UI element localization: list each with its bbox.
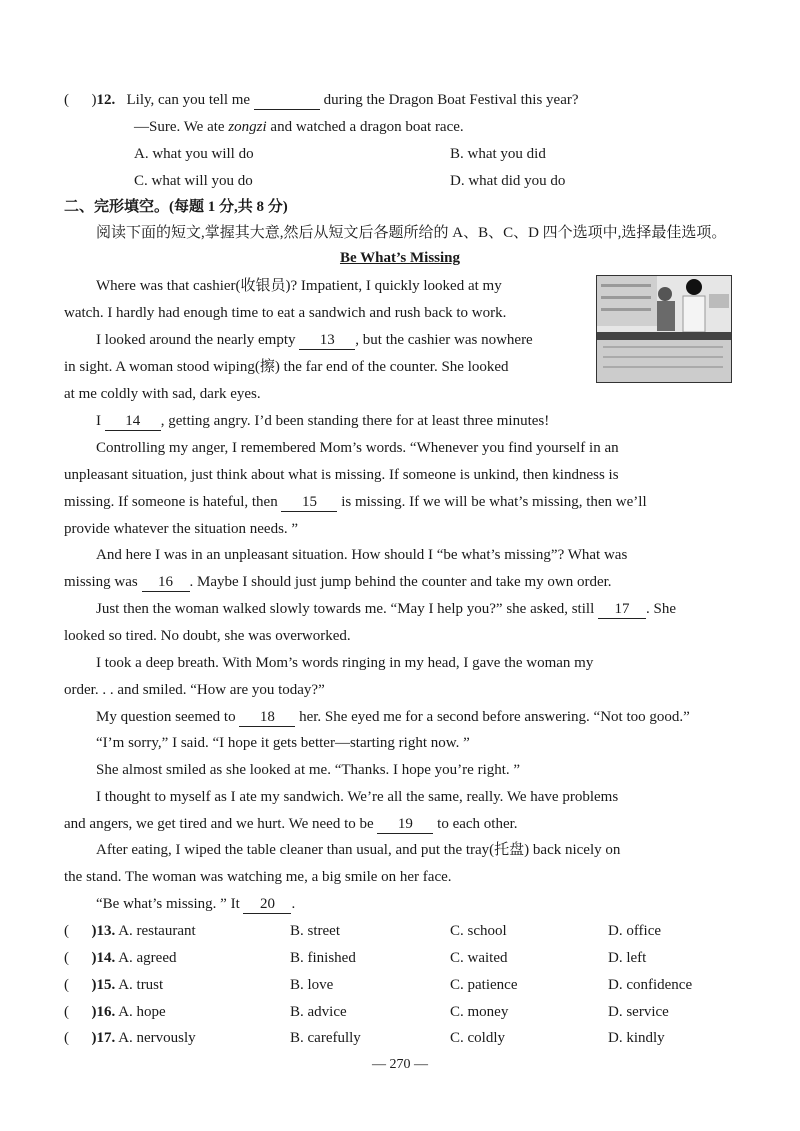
passage-p12-line1: After eating, I wiped the table cleaner than usual, and put the tray(托盘) back nicely on [96,842,621,858]
answer-paren[interactable]: ( [64,923,69,939]
blank-18: 18 [239,708,295,727]
q12-stem: ( )12. Lily, can you tell me during the Dragon Boat Festival this year? [64,92,579,108]
q15-option-c[interactable]: C. patience [450,977,518,993]
q17-option-a[interactable]: A. nervously [118,1030,196,1046]
passage-p2-line3: at me coldly with sad, dark eyes. [64,386,261,402]
question-17: ( )17. A. nervously [64,1030,196,1046]
q14-option-c[interactable]: C. waited [450,950,508,966]
q17-option-d[interactable]: D. kindly [608,1030,665,1046]
q12-option-b[interactable]: B. what you did [450,146,546,162]
question-15: ( )15. A. trust [64,977,164,993]
passage-p2-line1: I looked around the nearly empty 13 , but the cashier was nowhere [96,332,533,348]
q16-option-b[interactable]: B. advice [290,1004,347,1020]
passage-p5-line1: And here I was in an unpleasant situation. How should I “be what’s missing”? What was [96,547,628,563]
answer-paren[interactable]: ( [64,1004,69,1020]
q13-option-a[interactable]: A. restaurant [118,923,196,939]
passage-p8: My question seemed to 18 her. She eyed me for a second before answering. “Not too good.” [96,709,690,725]
question-14: ( )14. A. agreed [64,950,177,966]
q12-number: 12. [96,92,116,108]
q16-option-c[interactable]: C. money [450,1004,509,1020]
q14-option-b[interactable]: B. finished [290,950,356,966]
passage-p6-line1: Just then the woman walked slowly towards me. “May I help you?” she asked, still 17 . She [96,601,676,617]
q14-option-d[interactable]: D. left [608,950,647,966]
page-number: — 270 — [372,1057,428,1072]
passage-p13: “Be what’s missing. ” It 20 . [96,896,296,912]
passage-p4-line4: provide whatever the situation needs. ” [64,521,299,537]
q13-option-d[interactable]: D. office [608,923,662,939]
q17-option-c[interactable]: C. coldly [450,1030,505,1046]
answer-paren[interactable]: ( [64,1030,69,1046]
blank-17: 17 [598,600,646,619]
passage-p7-line2: order. . . and smiled. “How are you today?” [64,682,325,698]
q12-text-a: Lily, can you tell me [126,92,251,108]
passage-p11-line2: and angers, we get tired and we hurt. We need to be 19 to each other. [64,816,518,832]
answer-paren[interactable]: ( [64,977,69,993]
passage-p3: I 14 , getting angry. I’d been standing there for at least three minutes! [96,413,550,429]
passage-p4-line2: unpleasant situation, just think about what is missing. If someone is unkind, then kindness is [64,467,619,483]
passage-p1-line1: Where was that cashier(收银员)? Impatient, I quickly looked at my [96,278,502,294]
blank-13: 13 [299,331,355,350]
blank-14: 14 [105,412,161,431]
question-13: ( )13. A. restaurant [64,923,196,939]
blank-20: 20 [243,895,291,914]
passage-p6-line2: looked so tired. No doubt, she was overworked. [64,628,351,644]
cashier-photo-image [597,276,731,382]
q13-option-c[interactable]: C. school [450,923,507,939]
blank-19: 19 [377,815,433,834]
passage-p12-line2: the stand. The woman was watching me, a big smile on her face. [64,869,452,885]
passage-p4-line3: missing. If someone is hateful, then 15 is missing. If we will be what’s missing, then we’ll [64,494,647,510]
q12-option-a[interactable]: A. what you will do [134,146,254,162]
q12-option-c[interactable]: C. what will you do [134,173,253,189]
passage-p5-line2: missing was 16 . Maybe I should just jump behind the counter and take my own order. [64,574,612,590]
q13-option-b[interactable]: B. street [290,923,340,939]
passage-p2-line2: in sight. A woman stood wiping(擦) the far end of the counter. She looked [64,359,509,375]
q16-option-a[interactable]: A. hope [118,1004,166,1020]
passage-p1-line2: watch. I hardly had enough time to eat a sandwich and rush back to work. [64,305,507,321]
q12-reply: —Sure. We ate zongzi and watched a dragon boat race. [134,119,464,135]
q14-option-a[interactable]: A. agreed [118,950,177,966]
q15-option-a[interactable]: A. trust [118,977,164,993]
q12-blank [254,91,320,110]
q16-option-d[interactable]: D. service [608,1004,669,1020]
passage-p10: She almost smiled as she looked at me. “Thanks. I hope you’re right. ” [96,762,521,778]
q15-option-d[interactable]: D. confidence [608,977,693,993]
blank-15: 15 [281,493,337,512]
passage-photo [596,275,732,383]
passage-p7-line1: I took a deep breath. With Mom’s words ringing in my head, I gave the woman my [96,655,594,671]
passage-p4-line1: Controlling my anger, I remembered Mom’s words. “Whenever you find yourself in an [96,440,619,456]
passage-p9: “I’m sorry,” I said. “I hope it gets better—starting right now. ” [96,735,470,751]
q12-option-d[interactable]: D. what did you do [450,173,566,189]
section-heading: 二、完形填空。(每题 1 分,共 8 分) [64,199,288,215]
q12-text-b: during the Dragon Boat Festival this year? [323,92,579,108]
passage-title: Be What’s Missing [339,250,460,266]
q15-option-b[interactable]: B. love [290,977,334,993]
passage-p11-line1: I thought to myself as I ate my sandwich. We’re all the same, really. We have problems [96,789,619,805]
question-16: ( )16. A. hope [64,1004,166,1020]
answer-paren[interactable]: ( [64,950,69,966]
blank-16: 16 [142,573,190,592]
section-instruction: 阅读下面的短文,掌握其大意,然后从短文后各题所给的 A、B、C、D 四个选项中,选择最佳选项。 [96,225,727,241]
q17-option-b[interactable]: B. carefully [290,1030,361,1046]
